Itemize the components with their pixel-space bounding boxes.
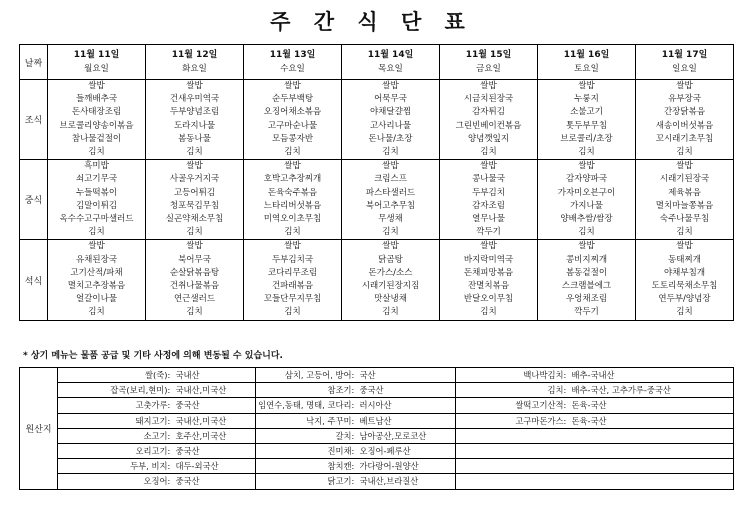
- origin-source: 러시아산: [360, 398, 456, 413]
- weekly-menu-table: [19, 44, 734, 321]
- origin-source: 가다랑어-원양산: [360, 459, 456, 474]
- origin-separator: :: [352, 383, 360, 398]
- menu-item: 쌀밥: [676, 241, 693, 252]
- menu-item: 꼬시래기초무침: [655, 133, 714, 144]
- menu-item: 쌀밥: [382, 241, 399, 252]
- origin-separator: [564, 459, 572, 474]
- menu-item: 흑미밥: [84, 161, 109, 172]
- menu-item: 새송이버섯볶음: [655, 120, 714, 131]
- origin-source: 중국산: [176, 398, 256, 413]
- origin-separator: :: [352, 368, 360, 383]
- menu-item: 양배추쌈/쌈장: [560, 214, 613, 225]
- menu-cell: [636, 240, 734, 320]
- menu-item: 연근샐러드: [173, 294, 216, 305]
- menu-item: 김치: [578, 227, 595, 238]
- origin-row: [20, 398, 734, 413]
- origin-source: [572, 443, 734, 458]
- origin-row: [20, 428, 734, 443]
- menu-item: 김치: [578, 147, 595, 158]
- origin-source: 돈육-국산: [572, 398, 734, 413]
- menu-item: 건파래볶음: [271, 281, 314, 292]
- origin-separator: :: [564, 383, 572, 398]
- menu-item: 쌀밥: [676, 81, 693, 91]
- origin-item: 백나박김치: [456, 368, 564, 383]
- menu-item: 돈채피망볶음: [463, 267, 514, 278]
- menu-item: 스크램블에그: [561, 281, 612, 292]
- menu-item: 어묵무국: [374, 94, 407, 105]
- origin-separator: :: [168, 413, 176, 428]
- menu-item: 쌀밥: [382, 161, 399, 172]
- menu-item: 쌀밥: [186, 241, 203, 252]
- menu-item: 쌀밥: [676, 161, 693, 172]
- day-header: [342, 45, 440, 80]
- menu-item: 크림스프: [374, 174, 407, 185]
- menu-item: 참나물겉절이: [71, 133, 122, 144]
- origin-source: 호주산,미국산: [176, 428, 256, 443]
- menu-item: 콩나물국: [472, 174, 505, 185]
- notice-text: * 상기 메뉴는 물품 공급 및 기타 사정에 의해 변동될 수 있습니다.: [23, 351, 283, 361]
- menu-item: 그린빈베이컨볶음: [455, 120, 522, 131]
- menu-item: 쌀밥: [284, 241, 301, 252]
- menu-item: 김치: [186, 227, 203, 238]
- menu-item: 김치: [186, 147, 203, 158]
- origin-separator: :: [564, 368, 572, 383]
- menu-item: 두부양념조림: [169, 107, 220, 118]
- menu-item: 건새우미역국: [169, 94, 220, 105]
- origin-source: 국산: [360, 368, 456, 383]
- menu-item: 제육볶음: [668, 187, 701, 198]
- menu-item: 코다리무조림: [267, 267, 318, 278]
- day-date: 11월 14일: [367, 50, 414, 60]
- menu-item: 김치: [88, 147, 105, 158]
- menu-cell: [538, 160, 636, 240]
- origin-source: 베트남산: [360, 413, 456, 428]
- menu-item: 시래기된장지짐: [361, 281, 420, 292]
- origin-separator: :: [564, 398, 572, 413]
- day-date: 11월 16일: [563, 50, 610, 60]
- menu-cell: [440, 80, 538, 160]
- menu-cell: [636, 80, 734, 160]
- menu-cell: [48, 160, 146, 240]
- origin-row: [20, 443, 734, 458]
- menu-item: 소불고기: [570, 107, 603, 118]
- menu-item: 봄동나물: [178, 133, 211, 144]
- menu-item: 가지나물: [570, 200, 603, 211]
- menu-item: 쌀밥: [382, 81, 399, 91]
- menu-item: 가자미오븐구이: [557, 187, 616, 198]
- origin-source: [572, 428, 734, 443]
- menu-cell: [342, 240, 440, 320]
- menu-item: 도라지나물: [173, 120, 216, 131]
- menu-item: 쌀밥: [186, 161, 203, 172]
- menu-item: 도토리묵채소무침: [651, 281, 718, 292]
- meal-row-dinner: [20, 240, 734, 320]
- day-weekday: 일요일: [672, 64, 697, 74]
- menu-cell: [538, 80, 636, 160]
- meal-row-lunch: [20, 160, 734, 240]
- origin-row: [20, 459, 734, 474]
- menu-cell: [440, 160, 538, 240]
- menu-item: 깍두기: [574, 307, 599, 318]
- meal-label: 조식: [20, 80, 48, 160]
- origin-separator: :: [168, 398, 176, 413]
- origin-separator: :: [352, 474, 360, 489]
- origin-source: 중국산: [176, 474, 256, 489]
- origin-item: 잡곡(보리,현미): [58, 383, 168, 398]
- menu-item: 잔멸치볶음: [467, 281, 510, 292]
- menu-item: 쌀밥: [480, 161, 497, 172]
- menu-item: 간장닭볶음: [663, 107, 706, 118]
- menu-item: 쌀밥: [186, 81, 203, 91]
- page-title: 주 간 식 단 표: [270, 10, 473, 34]
- origin-source: 배추-국내산: [572, 368, 734, 383]
- menu-cell: [244, 240, 342, 320]
- day-header: [636, 45, 734, 80]
- menu-cell: [244, 160, 342, 240]
- menu-item: 건취나물볶음: [169, 281, 220, 292]
- menu-item: 호박고추장찌개: [263, 174, 322, 185]
- origin-source: 중국산: [176, 443, 256, 458]
- origin-label: 원산지: [20, 368, 58, 490]
- menu-item: 쌀밥: [88, 241, 105, 252]
- origin-source: 중국산: [360, 383, 456, 398]
- menu-item: 오징어채소볶음: [263, 107, 322, 118]
- menu-item: 김치: [382, 227, 399, 238]
- menu-item: 야채부침개: [663, 267, 706, 278]
- origin-item: 임연수,동태, 명태, 코다리: [256, 398, 352, 413]
- day-weekday: 수요일: [280, 64, 305, 74]
- menu-item: 순두부백탕: [271, 94, 314, 105]
- menu-item: 콩비지찌개: [565, 254, 608, 265]
- menu-item: 맛살냉채: [374, 294, 407, 305]
- menu-item: 감자양파국: [565, 174, 608, 185]
- day-weekday: 토요일: [574, 64, 599, 74]
- origin-item: [456, 428, 564, 443]
- origin-item: 참치캔: [256, 459, 352, 474]
- menu-item: 감자조림: [472, 200, 505, 211]
- origin-row: [20, 474, 734, 489]
- menu-cell: [636, 160, 734, 240]
- menu-item: 실곤약채소무침: [165, 214, 224, 225]
- origin-item: 진미채: [256, 443, 352, 458]
- menu-item: 쇠고기무국: [75, 174, 118, 185]
- menu-item: 쌀밥: [284, 161, 301, 172]
- day-date: 11월 17일: [661, 50, 708, 60]
- menu-cell: [146, 80, 244, 160]
- origin-row: [20, 383, 734, 398]
- menu-cell: [342, 80, 440, 160]
- day-date: 11월 13일: [269, 50, 316, 60]
- menu-item: 양념깻잎지: [467, 133, 510, 144]
- menu-item: 김치: [382, 147, 399, 158]
- menu-item: 고구마순나물: [267, 120, 318, 131]
- day-header: [146, 45, 244, 80]
- menu-item: 누룽지: [574, 94, 599, 105]
- menu-item: 미역오이초무침: [263, 214, 322, 225]
- origin-item: 닭고기: [256, 474, 352, 489]
- menu-item: 누들떡볶이: [75, 187, 118, 198]
- origin-item: 삼치, 고등어, 방어: [256, 368, 352, 383]
- origin-source: 돈육-국산: [572, 413, 734, 428]
- menu-item: 멸치고추장볶음: [67, 281, 126, 292]
- origin-separator: [564, 428, 572, 443]
- origin-source: 대두-외국산: [176, 459, 256, 474]
- menu-item: 김치: [382, 307, 399, 318]
- day-weekday: 화요일: [182, 64, 207, 74]
- origin-item: 두부, 비지: [58, 459, 168, 474]
- menu-item: 브로콜리/초장: [560, 133, 613, 144]
- origin-separator: :: [564, 413, 572, 428]
- menu-item: 돈육숙주볶음: [267, 187, 318, 198]
- origin-row: [20, 368, 734, 383]
- menu-item: 김치: [676, 227, 693, 238]
- origin-separator: :: [168, 443, 176, 458]
- origin-source: 국내산: [176, 368, 256, 383]
- origin-separator: :: [168, 459, 176, 474]
- origin-item: 참조기: [256, 383, 352, 398]
- menu-item: 쌀밥: [578, 161, 595, 172]
- origin-item: 고구마돈가스: [456, 413, 564, 428]
- menu-item: 북어고추무침: [365, 200, 416, 211]
- menu-item: 고기산적/파채: [70, 267, 123, 278]
- menu-item: 유채된장국: [75, 254, 118, 265]
- menu-item: 두부김치: [472, 187, 505, 198]
- origin-separator: :: [168, 383, 176, 398]
- meal-label: 중식: [20, 160, 48, 240]
- menu-item: 깍두기: [476, 227, 501, 238]
- menu-item: 무생채: [378, 214, 403, 225]
- menu-cell: [48, 80, 146, 160]
- menu-cell: [342, 160, 440, 240]
- meal-label: 석식: [20, 240, 48, 320]
- menu-item: 감자튀김: [472, 107, 505, 118]
- origin-source: 배추-국산, 고추가루-중국산: [572, 383, 734, 398]
- menu-item: 김치: [284, 147, 301, 158]
- menu-item: 김치: [284, 227, 301, 238]
- day-header: [440, 45, 538, 80]
- menu-item: 시금치된장국: [463, 94, 514, 105]
- origin-separator: :: [168, 368, 176, 383]
- menu-item: 닭곰탕: [378, 254, 403, 265]
- origin-separator: :: [168, 474, 176, 489]
- menu-item: 꼬들단무지무침: [263, 294, 322, 305]
- day-date: 11월 12일: [171, 50, 218, 60]
- menu-item: 멸치마늘쫑볶음: [655, 200, 714, 211]
- origin-item: 쌀(죽): [58, 368, 168, 383]
- origin-item: [456, 459, 564, 474]
- menu-item: 얼갈이나물: [75, 294, 118, 305]
- origin-item: 쌀떡고기산적: [456, 398, 564, 413]
- meal-row-breakfast: [20, 80, 734, 160]
- menu-cell: [146, 160, 244, 240]
- origin-separator: [564, 474, 572, 489]
- origin-separator: :: [352, 443, 360, 458]
- menu-item: 고사리나물: [369, 120, 412, 131]
- menu-item: 김치: [88, 227, 105, 238]
- day-date: 11월 11일: [73, 50, 120, 60]
- menu-item: 들깨배추국: [75, 94, 118, 105]
- menu-item: 김치: [284, 307, 301, 318]
- menu-item: 순살닭볶음탕: [169, 267, 220, 278]
- menu-item: 돈나물/초장: [368, 133, 413, 144]
- origin-item: 낙지, 주꾸미: [256, 413, 352, 428]
- menu-item: 돈사태장조림: [71, 107, 122, 118]
- origin-item: 김치: [456, 383, 564, 398]
- day-date: 11월 15일: [465, 50, 512, 60]
- menu-item: 쌀밥: [480, 241, 497, 252]
- menu-item: 김치: [186, 307, 203, 318]
- menu-item: 반달오이무침: [463, 294, 514, 305]
- menu-item: 숙주나물무침: [659, 214, 710, 225]
- menu-item: 봄동겉절이: [565, 267, 608, 278]
- day-header: [48, 45, 146, 80]
- menu-item: 고등어튀김: [173, 187, 216, 198]
- menu-item: 쌀밥: [578, 241, 595, 252]
- origin-source: 국내산,미국산: [176, 383, 256, 398]
- origin-item: [456, 474, 564, 489]
- menu-item: 청포묵김무침: [169, 200, 220, 211]
- menu-item: 사골우거지국: [169, 174, 220, 185]
- day-weekday: 목요일: [378, 64, 403, 74]
- origin-item: 오리고기: [58, 443, 168, 458]
- day-weekday: 금요일: [476, 64, 501, 74]
- menu-cell: [48, 240, 146, 320]
- menu-item: 느타리버섯볶음: [263, 200, 322, 211]
- menu-cell: [538, 240, 636, 320]
- origin-separator: :: [352, 428, 360, 443]
- day-weekday: 월요일: [84, 64, 109, 74]
- origin-item: 돼지고기: [58, 413, 168, 428]
- menu-cell: [146, 240, 244, 320]
- origin-separator: :: [352, 398, 360, 413]
- menu-item: 김말이튀김: [75, 200, 118, 211]
- menu-item: 유부장국: [668, 94, 701, 105]
- date-label: 날짜: [20, 45, 48, 80]
- menu-item: 김치: [88, 307, 105, 318]
- menu-item: 동태찌개: [668, 254, 701, 265]
- origin-source: [572, 459, 734, 474]
- origin-separator: :: [168, 428, 176, 443]
- day-header: [538, 45, 636, 80]
- menu-item: 연두부/양념장: [658, 294, 711, 305]
- origin-separator: :: [352, 413, 360, 428]
- menu-item: 파스타샐러드: [365, 187, 416, 198]
- menu-item: 열무나물: [472, 214, 505, 225]
- menu-item: 김치: [480, 307, 497, 318]
- menu-item: 김치: [480, 147, 497, 158]
- origin-source: 남아공산,모로코산: [360, 428, 456, 443]
- origin-item: 갈치: [256, 428, 352, 443]
- menu-item: 북어무국: [178, 254, 211, 265]
- origin-separator: :: [352, 459, 360, 474]
- origin-item: [456, 443, 564, 458]
- menu-item: 쌀밥: [578, 81, 595, 91]
- menu-item: 야채달걀찜: [369, 107, 412, 118]
- origin-source: 오징어-페루산: [360, 443, 456, 458]
- day-header: [244, 45, 342, 80]
- menu-item: 김치: [676, 307, 693, 318]
- date-header-row: [20, 45, 734, 80]
- menu-item: 시래기된장국: [659, 174, 710, 185]
- origin-source: 국내산,브라질산: [360, 474, 456, 489]
- origin-table: [19, 367, 734, 490]
- menu-item: 쌀밥: [88, 81, 105, 91]
- menu-item: 브로콜리양송이볶음: [59, 120, 134, 131]
- origin-item: 고춧가루: [58, 398, 168, 413]
- menu-item: 옥수수고구마샐러드: [59, 214, 134, 225]
- origin-row: [20, 413, 734, 428]
- menu-item: 김치: [676, 147, 693, 158]
- menu-item: 바지락미역국: [463, 254, 514, 265]
- menu-item: 톳두부무침: [565, 120, 608, 131]
- menu-cell: [244, 80, 342, 160]
- menu-item: 모듬콩자반: [271, 133, 314, 144]
- menu-item: 두부김치국: [271, 254, 314, 265]
- origin-source: [572, 474, 734, 489]
- menu-item: 쌀밥: [480, 81, 497, 91]
- menu-item: 돈가스/소스: [368, 267, 413, 278]
- origin-item: 오징어: [58, 474, 168, 489]
- origin-item: 소고기: [58, 428, 168, 443]
- origin-separator: [564, 443, 572, 458]
- menu-cell: [440, 240, 538, 320]
- menu-item: 우엉채조림: [565, 294, 608, 305]
- menu-item: 쌀밥: [284, 81, 301, 91]
- origin-source: 국내산,미국산: [176, 413, 256, 428]
